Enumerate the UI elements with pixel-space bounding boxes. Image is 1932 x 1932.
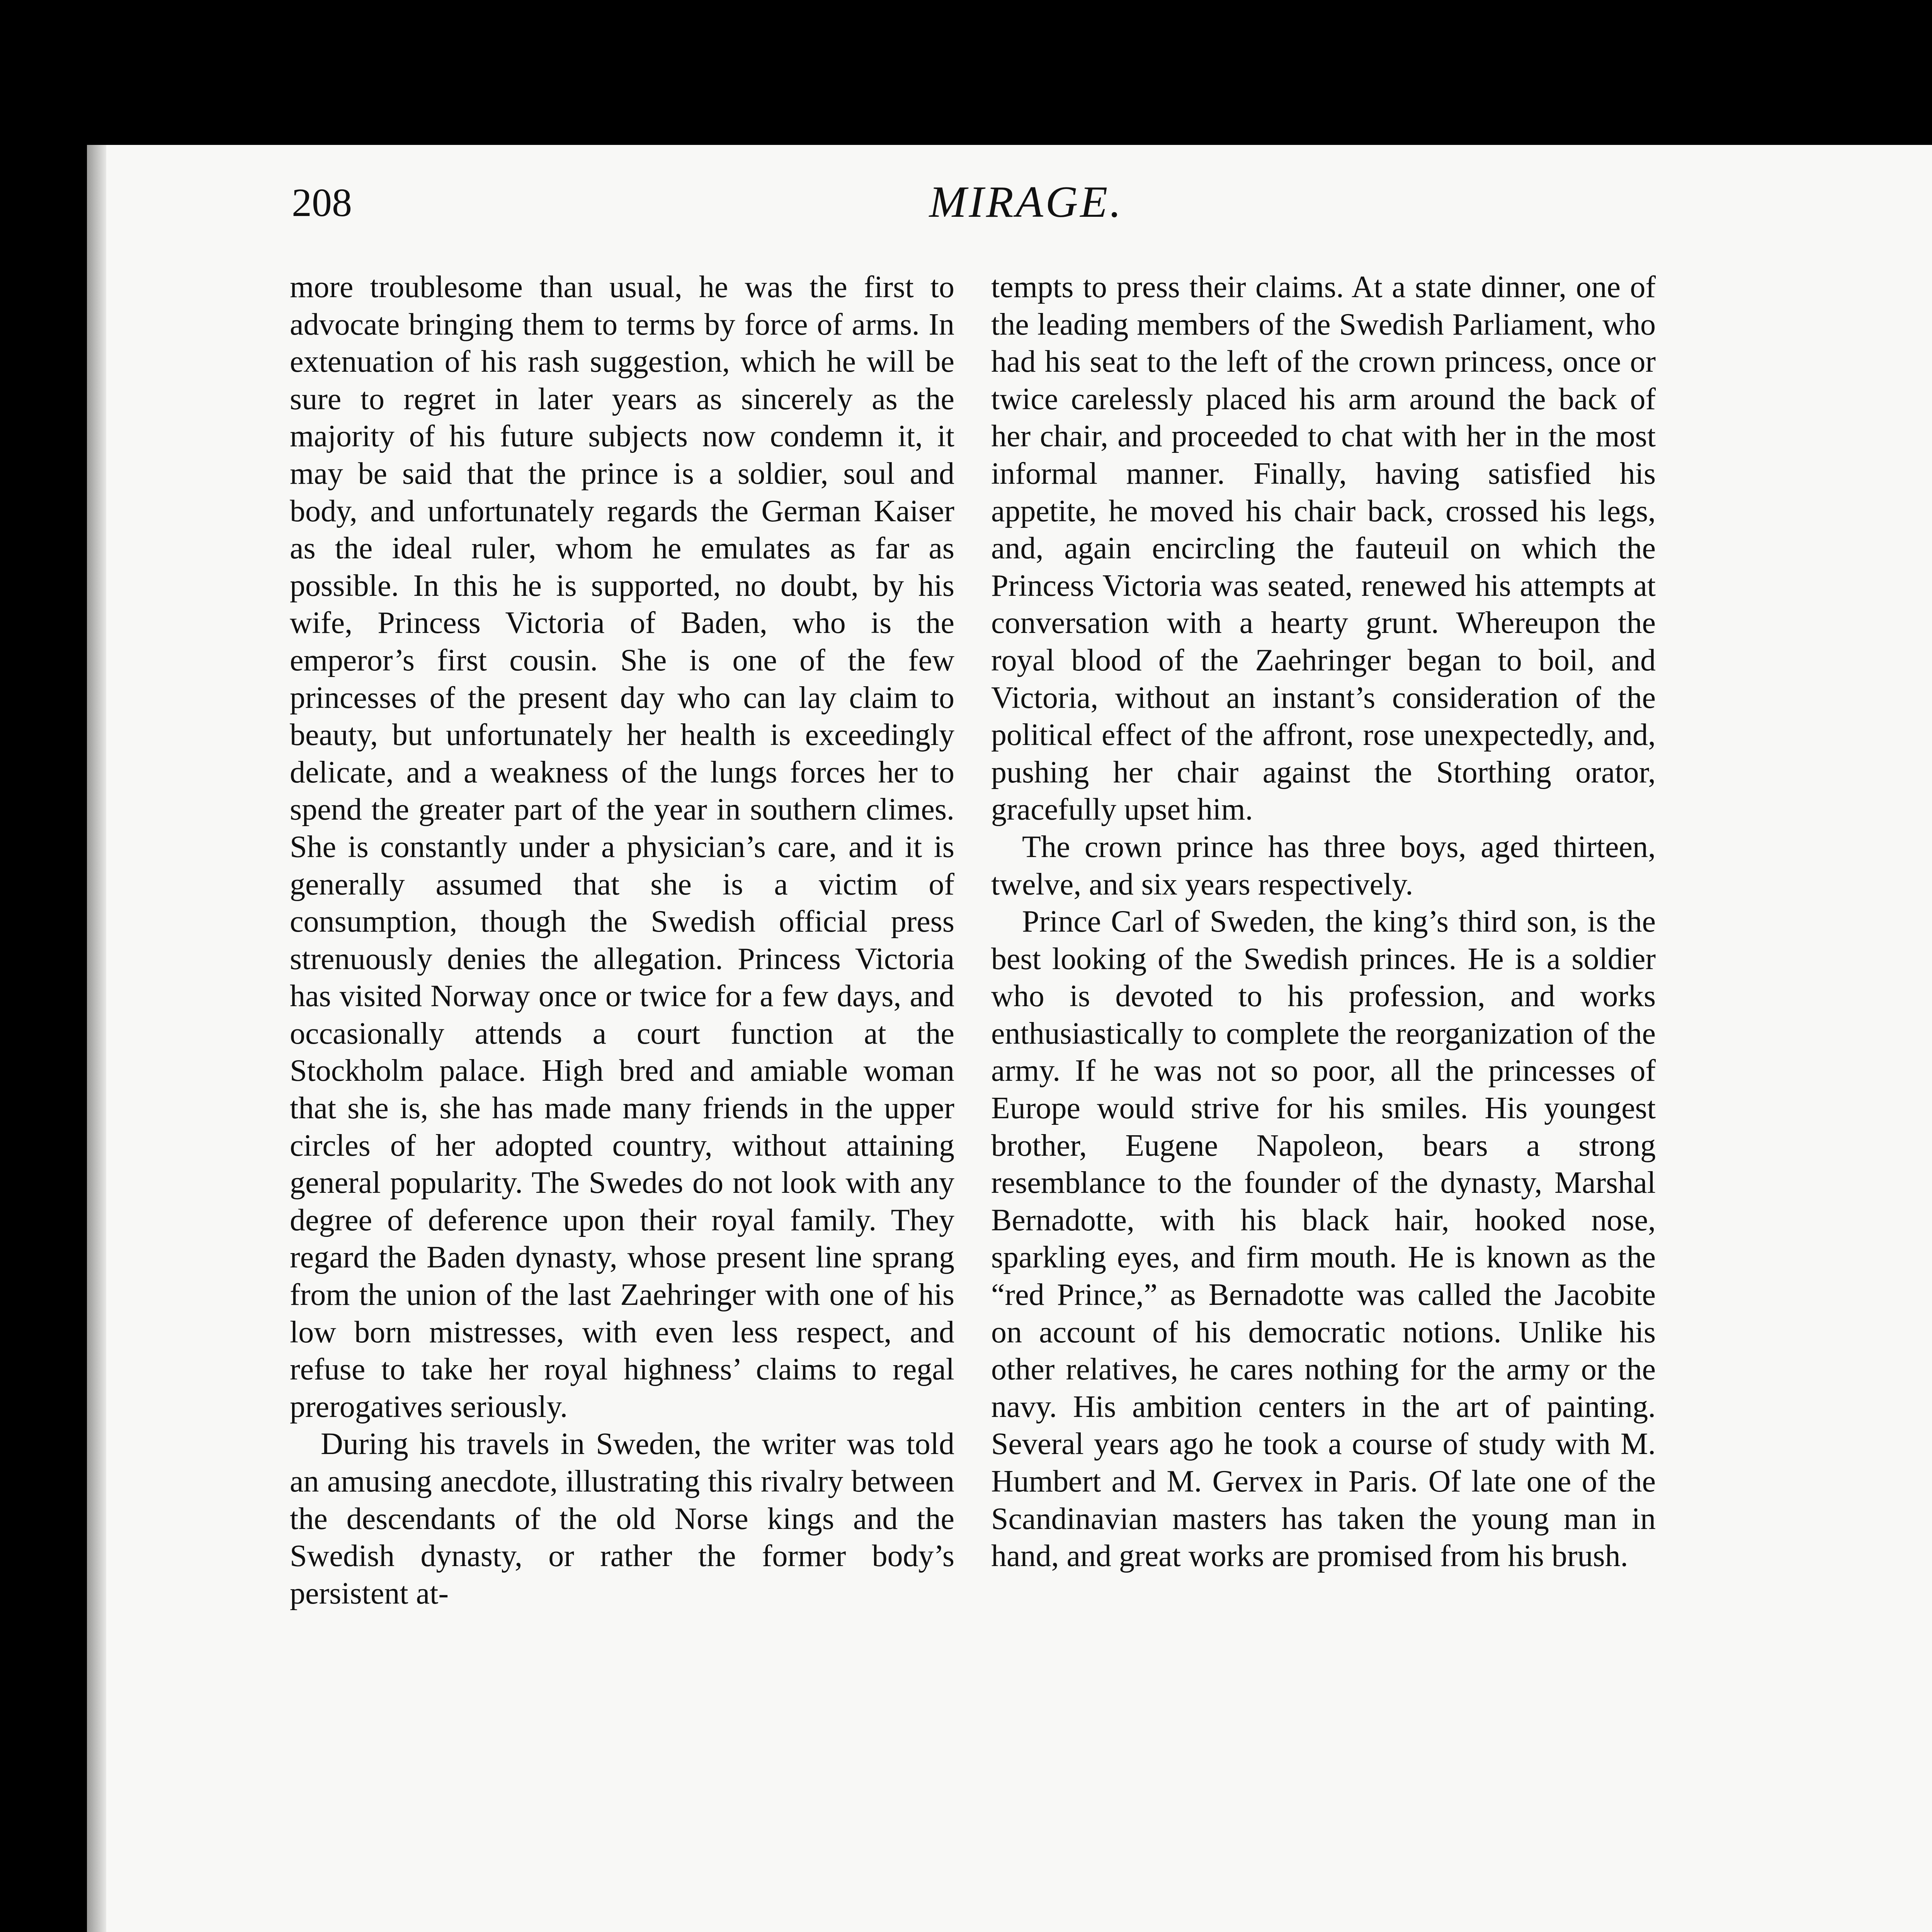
paragraph: Prince Carl of Sweden, the king’s third son, is the best looking of the Swedish princes. He is a soldier who is devoted to his profession, and works enthusiastically to complete the reorganization of the army. If he was not so poor, all the princesses of Europe would strive for his smiles. His youngest brother, Eugene Napoleon, bears a strong resemblance to the founder of the dynasty, Marshal Bernadotte, with his black hair, hooked nose, sparkling eyes, and firm mouth. He is known as the “red Prince,” as Bernadotte was called the Jacobite on account of his democratic notions. Unlike his other relatives, he cares nothing for the army or the navy. His ambition centers in the art of painting. Several years ago he took a course of study with M. Humbert and M. Gervex in Paris. Of late one of the Scandinavian masters has taken the young man in hand, and great works are promised from his brush. xyxy=(991,905,1656,1573)
paragraph: During his travels in Sweden, the writer was told an amusing anecdote, illustrating this rivalry between the descendants of the old Norse kings and the Swedish dynasty, or rather the former body’s persistent at- xyxy=(290,1427,954,1611)
page-gutter-shadow xyxy=(87,145,106,1932)
article-column-left xyxy=(290,269,954,1612)
paragraph: The crown prince has three boys, aged thirteen, twelve, and six years respectively. xyxy=(991,830,1656,901)
page-number: 208 xyxy=(292,180,352,225)
article-column-right xyxy=(991,269,1656,1575)
paragraph: more troublesome than usual, he was the first to advocate bringing them to terms by force of arms. In extenuation of his rash suggestion, which he will be sure to regret in later years as sincerely as the majority of his future subjects now condemn it, it may be said that the prince is a soldier, soul and body, and unfortunately regards the German Kaiser as the ideal ruler, whom he emulates as far as possible. In this he is supported, no doubt, by his wife, Princess Victoria of Baden, who is the emperor’s first cousin. She is one of the few princesses of the present day who can lay claim to beauty, but unfortunately her health is exceedingly delicate, and a weakness of the lungs forces her to spend the greater part of the year in southern climes. She is constantly under a physician’s care, and it is generally assumed that she is a victim of consumption, though the Swedish official press strenuously denies the allegation. Princess Victoria has visited Norway once or twice for a few days, and occasionally attends a court function at the Stockholm palace. High bred and amiable woman that she is, she has made many friends in the upper circles of her adopted country, without attaining general popularity. The Swedes do not look with any degree of deference upon their royal family. They regard the Baden dynasty, whose present line sprang from the union of the last Zaehringer with one of his low born mistresses, with even less respect, and refuse to take her royal highness’ claims to regal prerogatives seriously. xyxy=(290,270,954,1424)
paragraph: tempts to press their claims. At a state dinner, one of the leading members of the Swedish Parliament, who had his seat to the left of the crown princess, once or twice carelessly placed his arm around the back of her chair, and proceeded to chat with her in the most informal manner. Finally, having satisfied his appetite, he moved his chair back, crossed his legs, and, again encircling the fauteuil on which the Princess Victoria was seated, renewed his attempts at conversation with a hearty grunt. Whereupon the royal blood of the Zaehringer began to boil, and Victoria, without an instant’s consideration of the political effect of the affront, rose unexpectedly, and, pushing her chair against the Storthing orator, gracefully upset him. xyxy=(991,270,1656,827)
running-head: MIRAGE. xyxy=(929,177,1124,227)
